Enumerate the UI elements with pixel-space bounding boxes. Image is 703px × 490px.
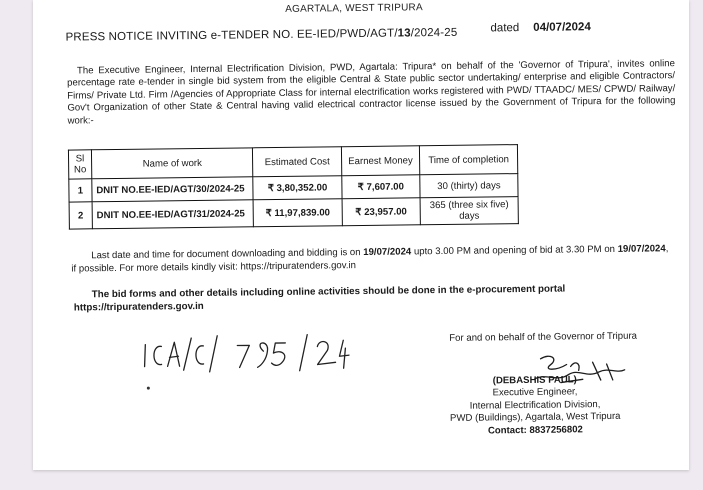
col-header-earnest: Earnest Money <box>341 146 420 176</box>
dated-label: dated <box>490 22 520 35</box>
tender-notice <box>33 0 689 470</box>
on-behalf-line: For and on behalf of the Governor of Tripura <box>449 330 638 344</box>
tender-portal-link[interactable]: https://tripuratenders.gov.in <box>240 260 357 273</box>
notice-date <box>490 21 590 34</box>
row-cost: ₹ 11,97,839.00 <box>254 199 343 227</box>
intro-paragraph: The Executive Engineer, Internal Electrification Division, PWD, Agartala: Tripura* on behalf of the 'Governor of Tripura', invites online percentage rate e-tender in single bid system from the eligible Central & State public sector undertaking/ enterprise and eligible Contractors/ Firms/ Private Ltd. Firm /Agencies of Appropriate Class for internal electrification works registered with PWD/ TTAADC/ MES/ CPWD/ Railway/ Gov't Organization of other State & Central having valid electrical contractor license issued by the Government of Tripura for the following work:- <box>67 58 676 127</box>
last-date-text-2: upto 3.00 PM and opening of bid at 3.30 PM on <box>413 243 616 258</box>
last-date-paragraph <box>71 242 671 275</box>
row-cost: ₹ 3,80,352.00 <box>253 176 342 200</box>
row-work-name: DNIT NO.EE-IED/AGT/30/2024-25 <box>92 177 254 202</box>
row-earnest: ₹ 7,607.00 <box>342 175 421 199</box>
handwritten-reference <box>139 328 350 379</box>
document-page <box>33 0 689 470</box>
signatory-contact: Contact: 8837256802 <box>487 423 583 437</box>
signatory-name: (DEBASHIS PAUL) <box>492 374 577 387</box>
signatory-title: Executive Engineer, <box>492 386 578 399</box>
notice-prefix: PRESS NOTICE INVITING e-TENDER NO. EE-IED/PWD/AGT/ <box>65 27 398 44</box>
works-table <box>68 144 519 229</box>
row-sl: 2 <box>69 202 92 229</box>
col-header-cost: Estimated Cost <box>253 147 342 177</box>
col-header-sl: Sl No <box>68 150 91 179</box>
last-date-date-2: 19/07/2024 <box>617 243 666 255</box>
signatory-division: Internal Electrification Division, <box>469 398 601 412</box>
last-date-date-1: 19/07/2024 <box>363 246 412 258</box>
signatory-address: PWD (Buildings), Agartala, West Tripura <box>449 411 621 425</box>
notice-number: 13 <box>397 27 411 40</box>
top-address-cutoff: AGARTALA, WEST TRIPURA <box>285 2 423 15</box>
last-date-text-3: , if possible. For more details kindly visit: <box>71 243 669 275</box>
row-earnest: ₹ 23,957.00 <box>342 198 421 226</box>
row-work-name: DNIT NO.EE-IED/AGT/31/2024-25 <box>92 200 254 229</box>
col-header-name: Name of work <box>91 148 253 179</box>
table-row <box>69 197 518 229</box>
row-time: 30 (thirty) days <box>420 174 518 198</box>
row-sl: 1 <box>69 179 92 202</box>
dated-value: 04/07/2024 <box>533 21 591 34</box>
notice-title <box>65 27 457 44</box>
last-date-text-1: Last date and time for document downloading and bidding is on <box>91 247 361 262</box>
signature-block <box>435 374 636 438</box>
row-time: 365 (three six five) days <box>420 197 518 225</box>
col-header-time: Time of completion <box>419 145 517 175</box>
notice-suffix: /2024-25 <box>410 26 458 40</box>
bid-forms-note: The bid forms and other details including online activities should be done in the e-procurement portal https://tripuratenders.gov.in <box>73 283 566 314</box>
handwritten-dot <box>147 387 150 390</box>
